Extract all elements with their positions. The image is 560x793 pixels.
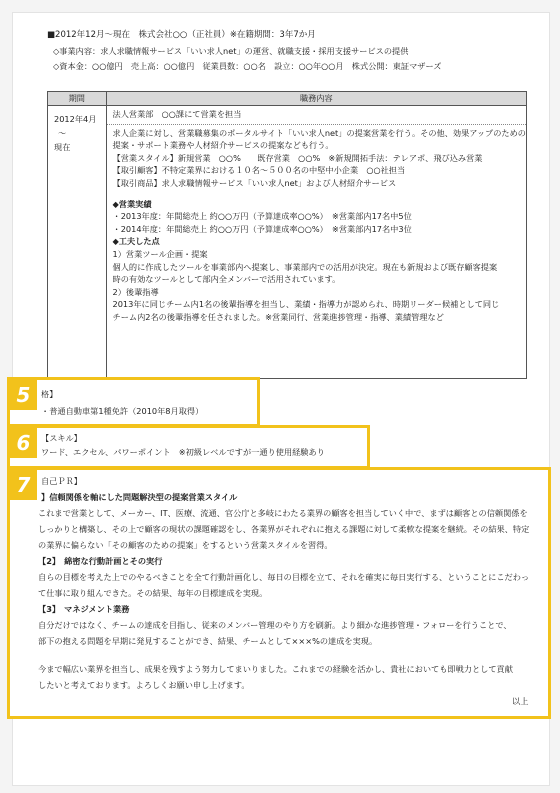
pr-line: しっかりと構築し、その上で顧客の現状の課題確認をし、各業界がそれぞれに抱える課題に対して柔軟な提案を継続。その結果、特定 [38,524,530,534]
career-table-header [48,92,527,106]
qualifications-title: 格】 [41,389,58,399]
closing-mark: 以上 [512,696,529,706]
career-table [47,91,527,379]
pr-line: 自分だけではなく、チームの達成を目指し、従来のメンバー管理のやり方を刷新。より細かな進捗管理・フォローを行うことで、 [38,620,512,630]
content-line: 1）営業ツール企画・提案 [112,248,208,259]
period-end: 現在 [54,142,71,152]
content-line: 求人企業に対し、営業職募集のポータルサイト「いい求人net」の提案営業を行う。その他、効果アップのための [112,127,526,138]
self-pr-title: 自己ＰＲ】 [41,476,82,486]
pr-heading-1: 】信頼関係を軸にした問題解決型の提案営業スタイル [41,492,238,502]
content-line: 提案・サポート業務や人材紹介サービスの提案なども行う。 [112,140,334,151]
content-cell [106,106,526,379]
content-line: ・2013年度：年間総売上 約○○万円（予算達成率○○%） ※営業部内17名中5位 [112,211,412,222]
content-line: 個人的に作成したツールを事業部内へ提案し、事業部内での活用が決定。現在も新規および既存顧客提案 [112,261,498,272]
pr-line: て仕事に取り組んできた。その結果、毎年の目標達成を実現。 [38,588,268,598]
results-heading: ◆営業実績 [112,198,152,209]
pr-closing-line: したいと考えております。よろしくお願い申し上げます。 [38,680,250,690]
content-line: 【取引商品】求人求職情報サービス「いい求人net」および人材紹介サービス [112,177,397,188]
divider [107,124,526,125]
section-number-6: 6 [10,428,37,458]
qualifications-section [7,377,260,427]
content-line: 2013年に同じチーム内1名の後輩指導を担当し、業績・指導力が認められ、時期リーダー候補として同じ [112,299,500,310]
company-profile: ◇資本金：○○億円 売上高：○○億円 従業員数：○○名 設立：○○年○○月 株式公開：東証マザーズ [53,61,442,71]
content-line: 2）後輩指導 [112,286,159,297]
pr-line: 自らの目標を考えた上でのやるべきことを全て行動計画化し、毎日の目標を立て、それを確実に毎日実行する、ということにこだわっ [38,572,530,582]
content-line: 【取引顧客】不特定業界における１０名～５００名の中堅中小企業 ○○社担当 [112,165,406,176]
skills-item: ワード、エクセル、パワーポイント ※初級レベルですが一通り使用経験あり [41,447,325,457]
pr-heading-2: 【2】 綿密な行動計画とその実行 [38,556,163,566]
career-table-row [48,106,527,379]
skills-title: 【スキル】 [41,433,82,443]
skills-section [7,425,370,469]
period-header: 期間 [48,92,107,106]
employment-heading: ■2012年12月～現在 株式会社○○（正社員）※在籍期間：3年7か月 [47,30,316,40]
pr-line: の業界に偏らない「その顧客のための提案」をするという営業スタイルを習得。 [38,540,333,550]
period-start: 2012年4月 [54,114,97,124]
content-line: チーム内2名の後輩指導を任されました。※営業同行、営業進捗管理・指導、業績管理など [112,311,444,322]
ingenuity-heading: ◆工夫した点 [112,236,160,247]
section-number-7: 7 [10,470,37,500]
self-pr-section [7,467,551,719]
business-description: ◇事業内容：求人求職情報サービス「いい求人net」の運営、就職支援・採用支援サービスの提供 [53,46,409,56]
content-header: 職務内容 [106,92,526,106]
period-cell [48,106,107,379]
section-number-5: 5 [10,380,37,410]
content-line: ・2014年度：年間総売上 約○○万円（予算達成率○○%） ※営業部内17名中3位 [112,223,412,234]
spacer [107,190,526,198]
pr-line: 部下の抱える問題を早期に発見することができ、結果、チームとして×××%の達成を実現。 [38,636,378,646]
period-separator: ～ [58,128,67,138]
qualification-item: ・普通自動車第1種免許（2010年8月取得） [41,406,204,416]
pr-line: これまで営業として、メーカー、IT、医療、流通、官公庁と多岐にわたる業界の顧客を担当していく中で、まずは顧客との信頼関係を [38,508,528,518]
content-line: 時の有効なツールとして部内全メンバーで活用されています。 [112,274,341,285]
pr-heading-3: 【3】 マネジメント業務 [38,604,130,614]
department-line: 法人営業部 ○○課にて営業を担当 [112,109,242,119]
pr-closing-line: 今まで幅広い業界を担当し、成果を残すよう努力してまいりました。これまでの経験を活かし、貴社においても即戦力として貢献 [38,664,513,674]
content-line: 【営業スタイル】新規営業 ○○% 既存営業 ○○% ※新規開拓手法：テレアポ、飛び込み営業 [112,152,483,163]
